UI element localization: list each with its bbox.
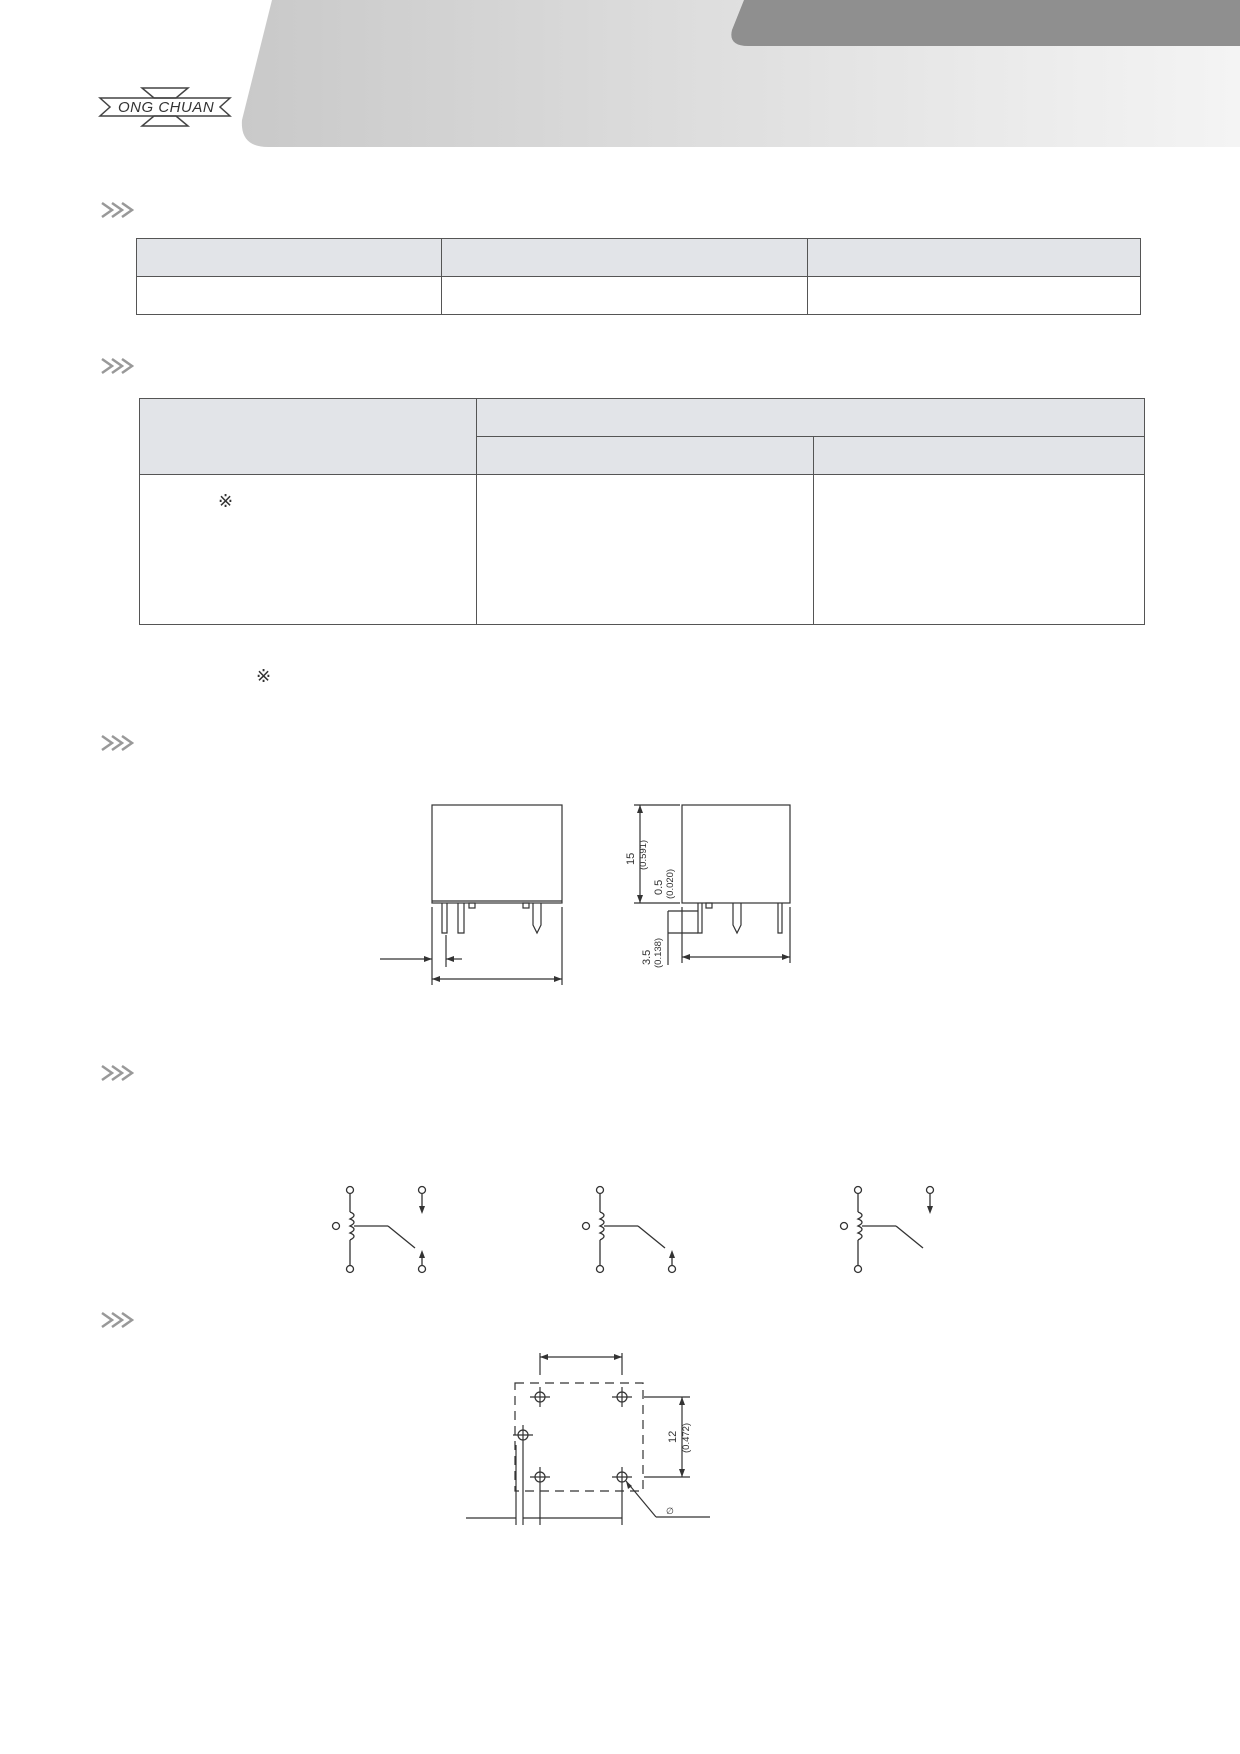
dim-pin-length: 3.5 [641,949,653,965]
wiring-diagram-form-b [583,1187,676,1273]
table-header-cell [477,399,1145,437]
dim-height-inch: (0.591) [638,839,649,870]
dim-height: 15 [625,852,637,865]
ratings-table [139,398,1145,625]
table-cell [140,475,477,625]
reference-mark-icon: ※ [256,666,272,686]
table-cell [808,277,1141,315]
pcb-pitch: 12 [667,1430,679,1443]
table-header-cell [477,437,814,475]
table-header-cell [140,399,477,475]
wiring-diagrams [320,1180,960,1280]
logo-text: ONG CHUAN [118,99,215,116]
wiring-diagram-form-c [333,1187,426,1273]
double-chevron-icon [100,1311,134,1329]
double-chevron-icon [100,734,134,752]
wiring-diagram-form-a [841,1187,934,1273]
pcb-pitch-inch: (0.472) [681,1422,692,1453]
dim-gap-inch: (0.020) [665,868,676,899]
hole-diameter-symbol: ∅ [666,1506,674,1516]
dimension-drawing [380,795,800,995]
table-header-cell [814,437,1145,475]
table-header-cell [808,239,1141,277]
double-chevron-icon [100,201,134,219]
table-header-cell [137,239,442,277]
dim-pin-length-inch: (0.138) [653,937,664,968]
pcb-layout-drawing [460,1345,720,1535]
reference-mark-icon: ※ [218,491,234,511]
double-chevron-icon [100,357,134,375]
double-chevron-icon [100,1064,134,1082]
dim-gap: 0.5 [653,879,665,895]
table-header-cell [442,239,808,277]
table-cell [137,277,442,315]
ordering-table [136,238,1141,315]
table-cell [814,475,1145,625]
table-cell [442,277,808,315]
table-cell [477,475,814,625]
